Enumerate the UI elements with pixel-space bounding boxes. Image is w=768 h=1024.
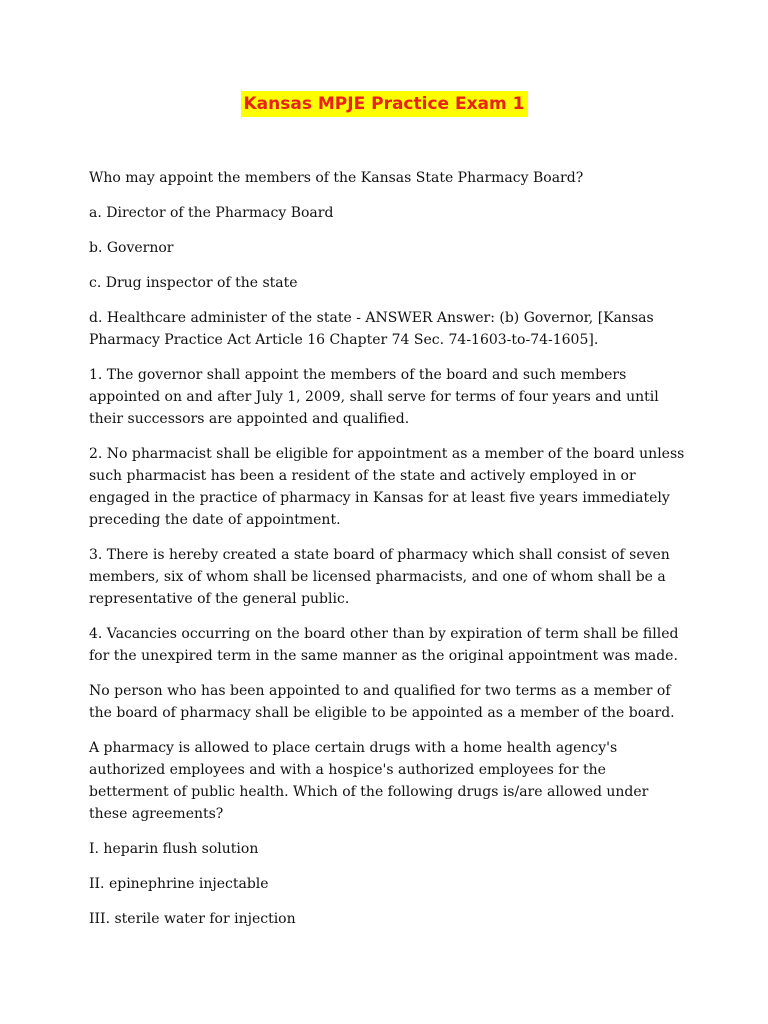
option-d-answer: d. Healthcare administer of the state - ANSWER Answer: (b) Governor, [Kansas Pharmacy Practice Act Article 16 Chapter 74 Sec. 74-1603-to-74-1605]. bbox=[89, 310, 654, 348]
explanation-1: 1. The governor shall appoint the members of the board and such members appointed on and after July 1, 2009, shall serve for terms of four years and until their successors are appointed and qualified. bbox=[89, 367, 659, 427]
question-text: Who may appoint the members of the Kansas State Pharmacy Board? bbox=[89, 170, 584, 186]
explanation-3: 3. There is hereby created a state board of pharmacy which shall consist of seven members, six of whom shall be licensed pharmacists, and one of whom shall be a representative of the general public. bbox=[89, 547, 670, 607]
question-2-text: A pharmacy is allowed to place certain drugs with a home health agency's authorized employees and with a hospice's authorized employees for the betterment of public health. Which of the following drugs is/are allowed under these agreements? bbox=[89, 740, 649, 822]
option-a: a. Director of the Pharmacy Board bbox=[89, 205, 334, 221]
option-iii: III. sterile water for injection bbox=[89, 911, 296, 927]
explanation-4: 4. Vacancies occurring on the board other than by expiration of term shall be filled for the unexpired term in the same manner as the original appointment was made. bbox=[89, 626, 679, 664]
document-body bbox=[89, 167, 689, 943]
option-ii: II. epinephrine injectable bbox=[89, 876, 269, 892]
option-i: I. heparin flush solution bbox=[89, 841, 259, 857]
option-b: b. Governor bbox=[89, 240, 174, 256]
explanation-2: 2. No pharmacist shall be eligible for appointment as a member of the board unless such pharmacist has been a resident of the state and actively employed in or engaged in the practice of pharmacy in Kansas for at least five years immediately preceding the date of appointment. bbox=[89, 446, 685, 528]
title-container bbox=[0, 91, 768, 117]
option-c: c. Drug inspector of the state bbox=[89, 275, 298, 291]
explanation-5: No person who has been appointed to and qualified for two terms as a member of the board of pharmacy shall be eligible to be appointed as a member of the board. bbox=[89, 683, 675, 721]
document-title: Kansas MPJE Practice Exam 1 bbox=[241, 91, 528, 117]
